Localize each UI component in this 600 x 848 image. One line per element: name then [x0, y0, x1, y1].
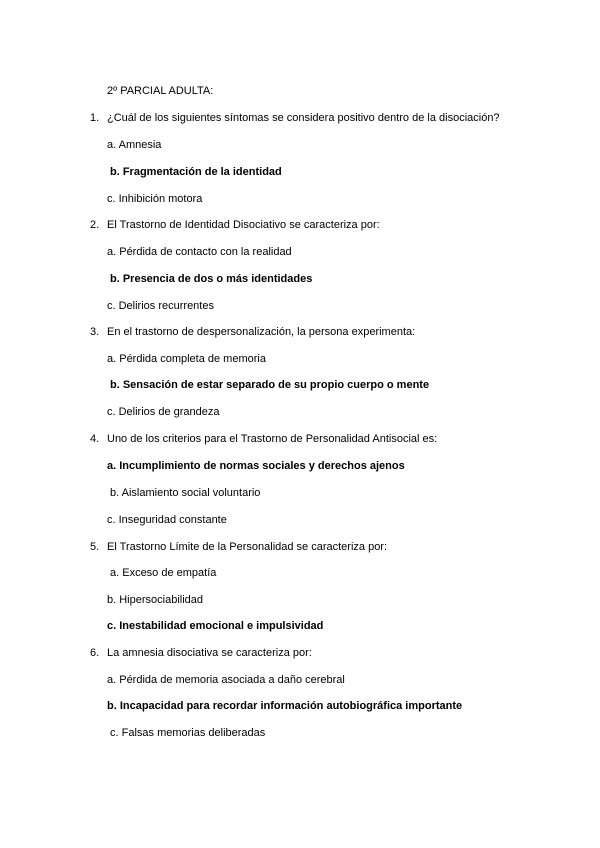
answer-option: b. Hipersociabilidad — [107, 594, 203, 606]
correct-answer-option: b. Incapacidad para recordar información autobiográfica importante — [107, 700, 463, 712]
document-title: 2º PARCIAL ADULTA: — [107, 85, 214, 97]
question-number: 6. — [90, 647, 100, 659]
answer-option: a. Amnesia — [107, 139, 162, 151]
answer-option: b. Aislamiento social voluntario — [110, 487, 261, 499]
correct-answer-option: b. Sensación de estar separado de su propio cuerpo o mente — [110, 379, 430, 391]
answer-option: a. Pérdida de memoria asociada a daño cerebral — [107, 674, 345, 686]
answer-option: c. Falsas memorias deliberadas — [110, 727, 266, 739]
correct-answer-option: b. Presencia de dos o más identidades — [110, 273, 313, 285]
question-number: 1. — [90, 112, 100, 124]
correct-answer-option: a. Incumplimiento de normas sociales y derechos ajenos — [107, 460, 405, 472]
answer-option: a. Exceso de empatía — [110, 567, 217, 579]
question-text: Uno de los criterios para el Trastorno de Personalidad Antisocial es: — [107, 433, 438, 445]
question-text: En el trastorno de despersonalización, la persona experimenta: — [107, 326, 416, 338]
correct-answer-option: b. Fragmentación de la identidad — [110, 166, 282, 178]
question-number: 5. — [90, 541, 100, 553]
answer-option: c. Inhibición motora — [107, 193, 203, 205]
correct-answer-option: c. Inestabilidad emocional e impulsividad — [107, 620, 324, 632]
question-number: 2. — [90, 219, 100, 231]
answer-option: c. Inseguridad constante — [107, 514, 227, 526]
answer-option: a. Pérdida de contacto con la realidad — [107, 246, 292, 258]
question-text: La amnesia disociativa se caracteriza por: — [107, 647, 312, 659]
answer-option: a. Pérdida completa de memoria — [107, 353, 266, 365]
answer-option: c. Delirios recurrentes — [107, 300, 214, 312]
question-text: ¿Cuál de los siguientes síntomas se considera positivo dentro de la disociación? — [107, 112, 500, 124]
question-number: 4. — [90, 433, 100, 445]
question-text: El Trastorno de Identidad Disociativo se caracteriza por: — [107, 219, 380, 231]
question-text: El Trastorno Límite de la Personalidad se caracteriza por: — [107, 541, 388, 553]
answer-option: c. Delirios de grandeza — [107, 406, 220, 418]
question-number: 3. — [90, 326, 100, 338]
